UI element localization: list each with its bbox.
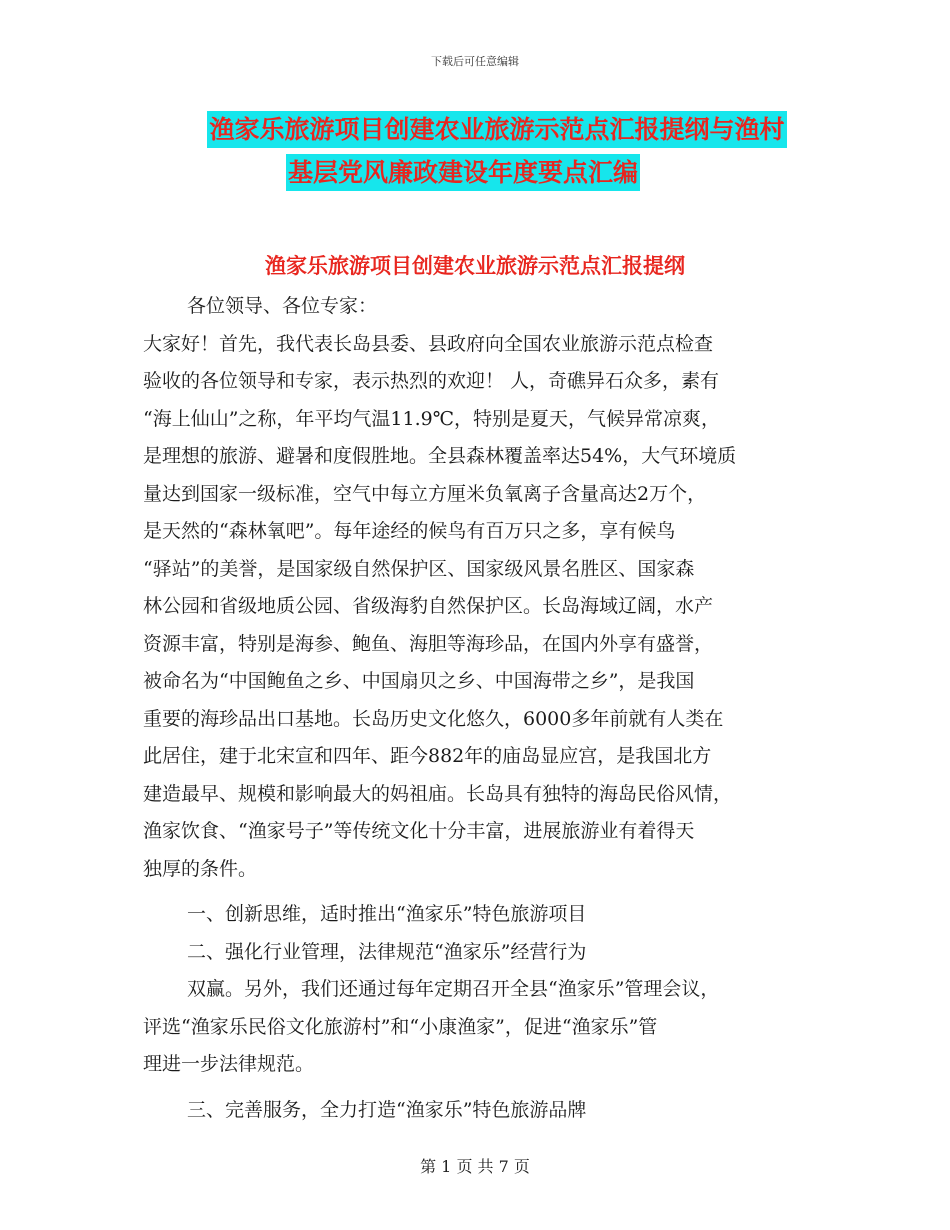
intro-line: 是天然的“森林氧吧”。每年途经的候鸟有百万只之多，享有候鸟 [143, 520, 676, 542]
intro-line: 验收的各位领导和专家，表示热烈的欢迎！ 人，奇礁异石众多，素有 [143, 370, 720, 392]
intro-line: 林公园和省级地质公园、省级海豹自然保护区。长岛海域辽阔，水产 [143, 595, 714, 617]
point-2-line: 理进一步法律规范。 [143, 1053, 315, 1075]
intro-line: 重要的海珍品出口基地。长岛历史文化悠久，6000多年前就有人类在 [143, 707, 724, 730]
intro-line: 大家好！首先，我代表长岛县委、县政府向全国农业旅游示范点检查 [143, 332, 714, 355]
intro-line: 被命名为“中国鲍鱼之乡、中国扇贝之乡、中国海带之乡”，是我国 [143, 670, 695, 692]
point-3-heading: 三、完善服务，全力打造“渔家乐”特色旅游品牌 [187, 1098, 587, 1121]
header-note: 下载后可任意编辑 [431, 55, 519, 68]
document-body [143, 288, 813, 1129]
greeting: 各位领导、各位专家： [187, 295, 378, 317]
intro-line: “海上仙山”之称，年平均气温11.9℃，特别是夏天，气候异常凉爽， [143, 407, 720, 430]
point-2-line: 评选“渔家乐民俗文化旅游村”和“小康渔家”，促进“渔家乐”管 [143, 1015, 658, 1038]
intro-line: 是理想的旅游、避暑和度假胜地。全县森林覆盖率达54%，大气环境质 [143, 445, 737, 467]
document-title-line-2: 基层党风廉政建设年度要点汇编 [0, 160, 938, 185]
intro-line: 独厚的条件。 [143, 857, 258, 880]
point-1-heading: 一、创新思维，适时推出“渔家乐”特色旅游项目 [187, 903, 587, 925]
document-title-line-1: 渔家乐旅游项目创建农业旅游示范点汇报提纲与渔村 [22, 117, 950, 142]
intro-line: 资源丰富，特别是海参、鲍鱼、海胆等海珍品，在国内外享有盛誉， [143, 632, 714, 655]
intro-line: “驿站”的美誉，是国家级自然保护区、国家级风景名胜区、国家森 [143, 557, 695, 580]
intro-line: 此居住，建于北宋宣和四年、距今882年的庙岛显应宫，是我国北方 [143, 745, 712, 767]
intro-line: 量达到国家一级标准，空气中每立方厘米负氧离子含量高达2万个， [143, 482, 707, 505]
section-title: 渔家乐旅游项目创建农业旅游示范点汇报提纲 [265, 254, 685, 278]
point-2-heading: 二、强化行业管理，法律规范“渔家乐”经营行为 [187, 940, 587, 963]
page-footer: 第 1 页 共 7 页 [420, 1157, 530, 1176]
intro-line: 渔家饮食、“渔家号子”等传统文化十分丰富，进展旅游业有着得天 [143, 820, 695, 842]
intro-line: 建造最早、规模和影响最大的妈祖庙。长岛具有独特的海岛民俗风情， [143, 782, 733, 805]
point-2-line: 双赢。另外，我们还通过每年定期召开全县“渔家乐”管理会议， [187, 978, 720, 1000]
